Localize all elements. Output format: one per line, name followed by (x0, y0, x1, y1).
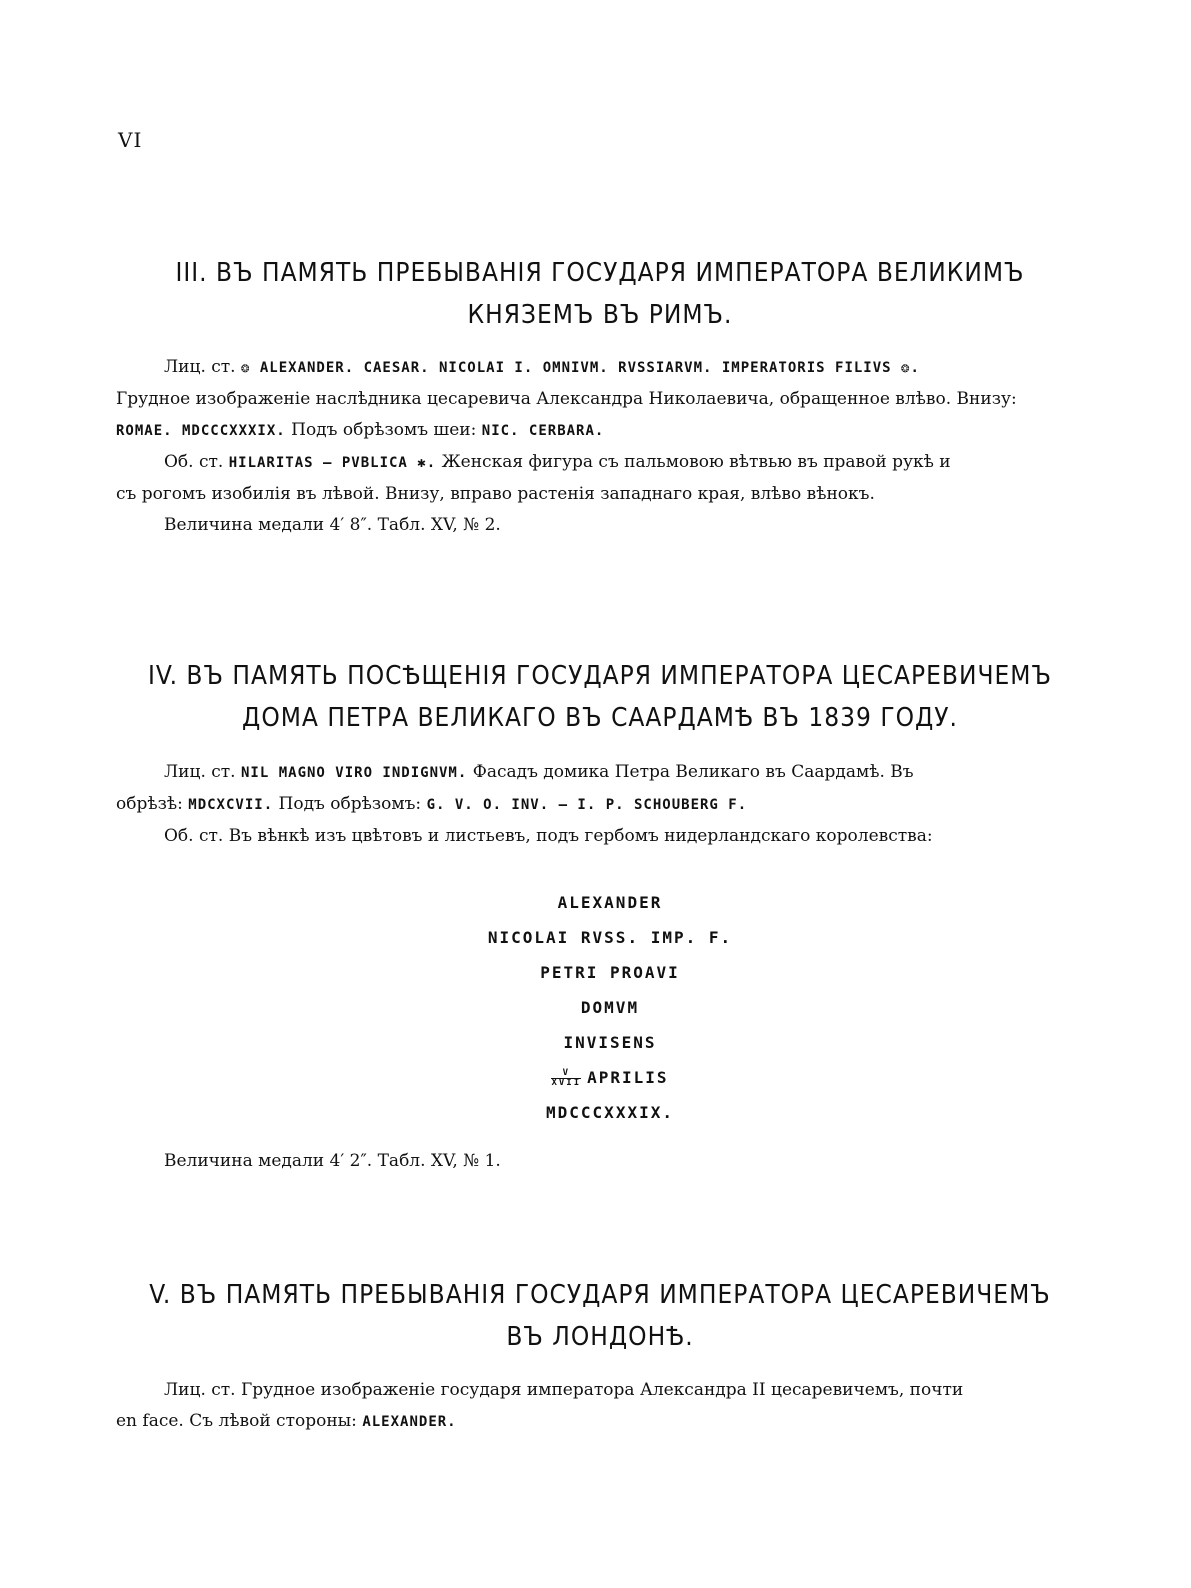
s3-obverse-line-3 (116, 415, 1040, 447)
s4-obverse-desc-1: Фасадъ домика Петра Великаго въ Саардамѣ. Въ (472, 762, 914, 782)
s5-obverse-desc-1: Лиц. ст. Грудное изображеніе государя императора Александра II цесаревичемъ, почти (164, 1380, 964, 1400)
s4-size: Величина медали 4′ 2″. Табл. XV, № 1. (164, 1151, 501, 1171)
s5-obverse-line-2 (116, 1406, 1040, 1438)
s3-reverse-desc-1: Женская фигура съ пальмовою вѣтвью въ правой рукѣ и (441, 452, 951, 472)
s4-obverse-legend-2: MDCXCVII. (188, 797, 274, 813)
s4-obverse-desc-2b: Подъ обрѣзомъ: (278, 794, 422, 814)
inscription-line-1: ALEXANDER (557, 893, 663, 912)
s4-obverse-legend: NIL MAGNO VIRO INDIGNVM. (241, 765, 468, 781)
inscription-line-5: INVISENS (563, 1033, 657, 1052)
inscription-month: APRILIS (587, 1068, 669, 1087)
page-number: VI (118, 128, 143, 152)
s4-obverse-line-2 (116, 789, 1040, 821)
s5-obverse-legend: ALEXANDER. (362, 1414, 457, 1430)
section-5-heading-line-2: ВЪ ЛОНДОНѢ. (506, 1322, 694, 1352)
section-3-body (116, 352, 1040, 541)
s4-obverse-intro: Лиц. ст. (164, 762, 236, 782)
s3-obverse-desc-2: Подъ обрѣзомъ шеи: (291, 420, 477, 440)
section-5-heading-line-1: V. ВЪ ПАМЯТЬ ПРЕБЫВАНІЯ ГОСУДАРЯ ИМПЕРАТОРА ЦЕСАРЕВИЧЕМЪ (149, 1280, 1051, 1310)
inscription-line-2: NICOLAI RVSS. IMP. F. (487, 928, 733, 947)
s3-obverse-line-1 (116, 352, 1040, 384)
s3-obverse-legend-3: NIC. CERBARA. (481, 423, 605, 439)
date-fraction (551, 1069, 581, 1088)
section-3-heading-line-2: КНЯЗЕМЪ ВЪ РИМЪ. (467, 300, 733, 330)
date-fraction-bottom: XVII (551, 1078, 582, 1088)
section-5-heading (110, 1274, 1090, 1358)
inscription-line-4: DOMVM (580, 998, 640, 1017)
s4-reverse-text: Об. ст. Въ вѣнкѣ изъ цвѣтовъ и листьевъ, подъ гербомъ нидерландскаго королевства: (164, 826, 933, 846)
section-5-body (116, 1375, 1040, 1438)
section-4-heading (110, 655, 1090, 739)
inscription-line-3: PETRI PROAVI (540, 963, 680, 982)
section-3-heading (110, 252, 1090, 336)
s4-obverse-legend-3: G. V. O. INV. — I. P. SCHOUBERG F. (426, 797, 748, 813)
s5-obverse-desc-2: en face. Съ лѣвой стороны: (116, 1411, 357, 1431)
s3-obverse-legend-2: ROMAE. MDCCCXXXIX. (116, 423, 286, 439)
s3-reverse-line-1 (116, 447, 1040, 479)
s3-obverse-legend: ❂ ALEXANDER. CAESAR. NICOLAI I. OMNIVM. RVSSIARVM. IMPERATORIS FILIVS ❂. (241, 360, 920, 376)
inscription-line-7: MDCCCXXXIX. (546, 1103, 674, 1122)
section-4-heading-line-2: ДОМА ПЕТРА ВЕЛИКАГО ВЪ СААРДАМѢ ВЪ 1839 ГОДУ. (242, 703, 958, 733)
section-4-size-block (116, 1146, 1040, 1177)
date-fraction-top: V (551, 1069, 581, 1079)
s4-obverse-line-1 (116, 757, 1040, 789)
s3-reverse-desc-2: съ рогомъ изобилія въ лѣвой. Внизу, вправо растенія западнаго края, влѣво вѣнокъ. (116, 484, 875, 504)
s3-reverse-intro: Об. ст. (164, 452, 224, 472)
section-3-heading-line-1: III. ВЪ ПАМЯТЬ ПРЕБЫВАНІЯ ГОСУДАРЯ ИМПЕРАТОРА ВЕЛИКИМЪ (175, 258, 1025, 288)
section-4-body (116, 757, 1040, 852)
section-4-heading-line-1: IV. ВЪ ПАМЯТЬ ПОСѢЩЕНІЯ ГОСУДАРЯ ИМПЕРАТОРА ЦЕСАРЕВИЧЕМЪ (148, 661, 1052, 691)
s3-size: Величина медали 4′ 8″. Табл. XV, № 2. (164, 515, 501, 535)
s3-obverse-desc-1: Грудное изображеніе наслѣдника цесаревича Александра Николаевича, обращенное влѣво. Внизу: (116, 389, 1017, 409)
s3-reverse-legend: HILARITAS — PVBLICA ✱. (228, 455, 437, 471)
medal-inscription (410, 885, 810, 1130)
s3-obverse-intro: Лиц. ст. (164, 357, 236, 377)
inscription-line-6 (410, 1060, 810, 1095)
s4-obverse-desc-2a: обрѣзѣ: (116, 794, 183, 814)
